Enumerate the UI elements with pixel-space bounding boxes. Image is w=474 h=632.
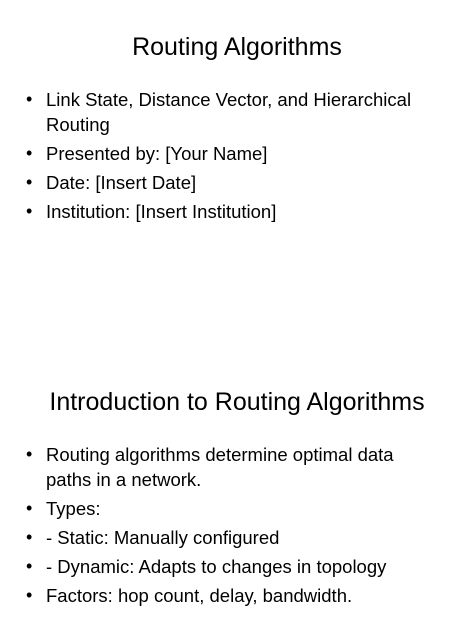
- bullet-text: Date: [Insert Date]: [46, 172, 197, 193]
- bullet-item: [26, 583, 436, 608]
- bullet-text: - Dynamic: Adapts to changes in topology: [46, 556, 387, 577]
- bullet-icon: •: [26, 498, 33, 518]
- bullet-text: Types:: [46, 498, 101, 519]
- slide-title: Introduction to Routing Algorithms: [49, 388, 425, 416]
- bullet-text: Institution: [Insert Institution]: [46, 201, 277, 222]
- bullet-item: [26, 87, 436, 137]
- bullet-icon: •: [26, 444, 33, 464]
- bullet-text: - Static: Manually configured: [46, 527, 280, 548]
- bullet-icon: •: [26, 527, 33, 547]
- bullet-icon: •: [26, 201, 33, 221]
- bullet-item: [26, 199, 436, 224]
- bullet-icon: •: [26, 556, 33, 576]
- bullet-text: Presented by: [Your Name]: [46, 143, 268, 164]
- bullet-icon: •: [26, 89, 33, 109]
- bullet-icon: •: [26, 143, 33, 163]
- bullet-item: [26, 170, 436, 195]
- bullet-item: [26, 442, 436, 492]
- bullet-text: Link State, Distance Vector, and Hierarchical Routing: [46, 89, 412, 135]
- bullet-text: Factors: hop count, delay, bandwidth.: [46, 585, 353, 606]
- bullet-icon: •: [26, 172, 33, 192]
- slide-2: [0, 360, 474, 632]
- bullet-item: [26, 554, 436, 579]
- bullet-item: [26, 525, 436, 550]
- bullet-list: [26, 442, 436, 612]
- slide-title: Routing Algorithms: [132, 33, 342, 61]
- bullet-icon: •: [26, 585, 33, 605]
- bullet-item: [26, 141, 436, 166]
- bullet-text: Routing algorithms determine optimal data paths in a network.: [46, 444, 394, 490]
- bullet-list: [26, 87, 436, 228]
- bullet-item: [26, 496, 436, 521]
